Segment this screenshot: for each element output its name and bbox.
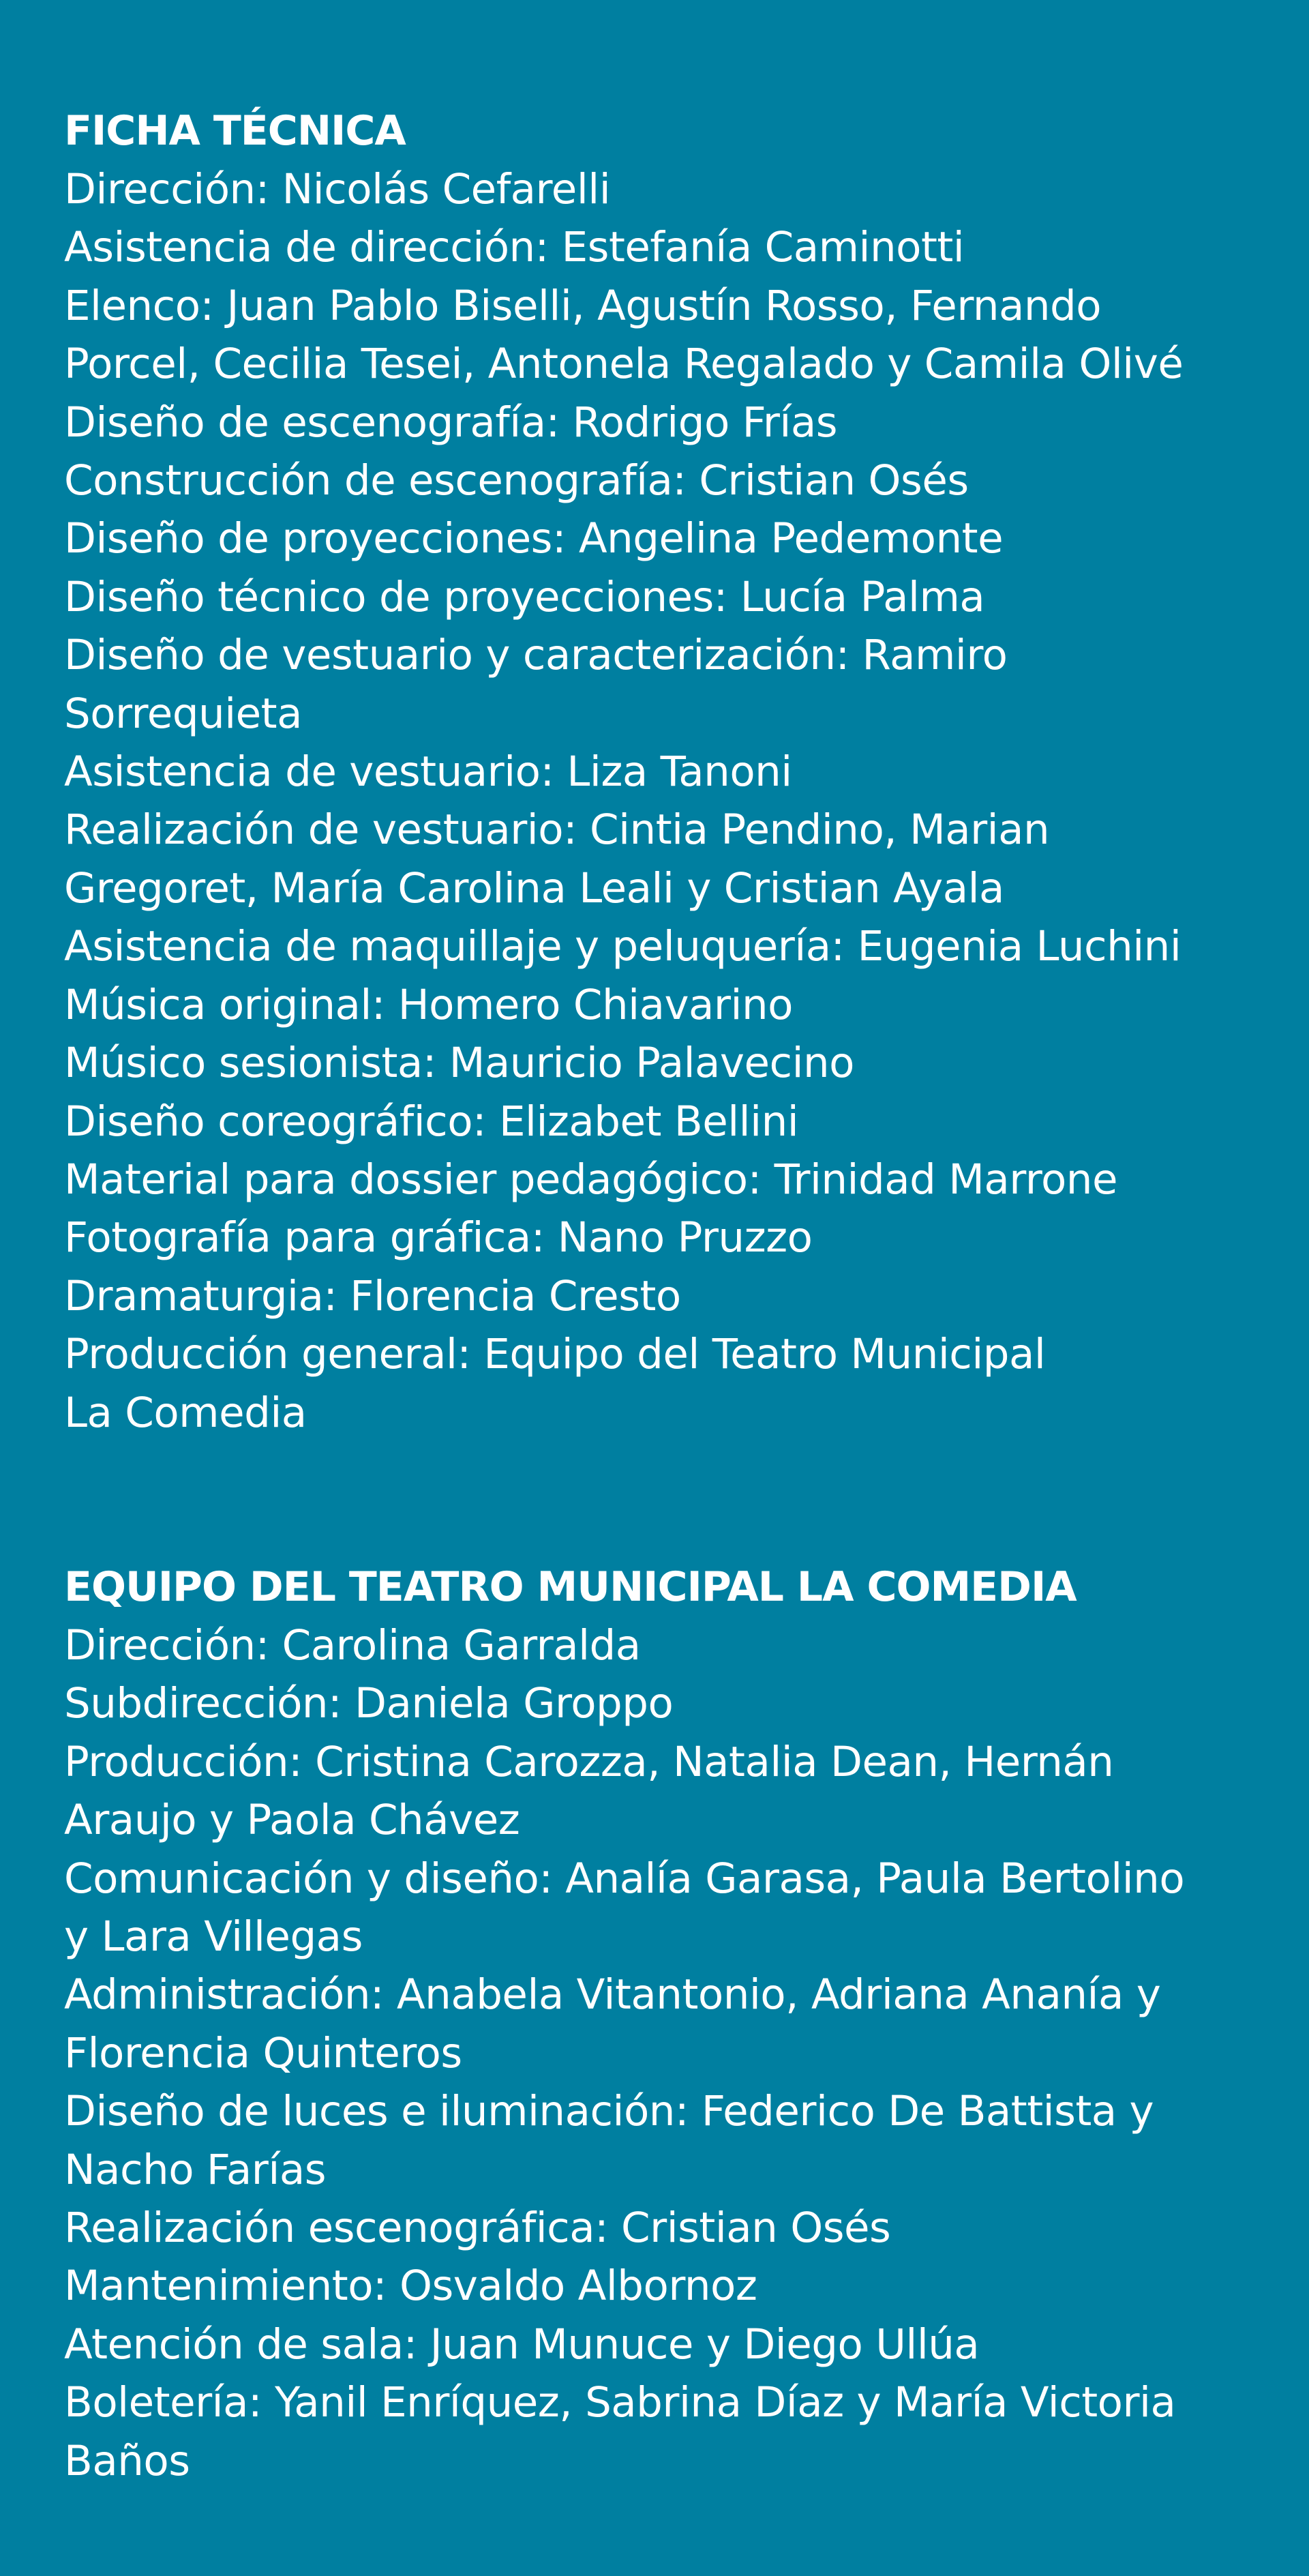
- credit-line: Gregoret, María Carolina Leali y Cristian Ayala: [64, 863, 1004, 913]
- credit-line: Diseño de luces e iluminación: Federico De Battista y: [64, 2087, 1154, 2136]
- credit-line: y Lara Villegas: [64, 1912, 363, 1961]
- credit-line: Sorrequieta: [64, 689, 302, 738]
- credit-line: Diseño técnico de proyecciones: Lucía Palma: [64, 572, 985, 621]
- credit-line: Construcción de escenografía: Cristian Osés: [64, 456, 969, 505]
- credit-line: Diseño de vestuario y caracterización: Ramiro: [64, 631, 1008, 680]
- credit-line: Producción general: Equipo del Teatro Municipal: [64, 1330, 1046, 1379]
- equipo-teatro-section: [64, 1558, 1245, 2490]
- credit-line: Material para dossier pedagógico: Trinidad Marrone: [64, 1155, 1117, 1204]
- credit-line: Dirección: Carolina Garralda: [64, 1620, 641, 1670]
- credit-line: Subdirección: Daniela Groppo: [64, 1679, 674, 1728]
- credit-line: Producción: Cristina Carozza, Natalia Dean, Hernán: [64, 1737, 1114, 1786]
- ficha-tecnica-section: [64, 102, 1245, 1442]
- credit-line: Porcel, Cecilia Tesei, Antonela Regalado y Camila Olivé: [64, 340, 1184, 389]
- credit-line: Boletería: Yanil Enríquez, Sabrina Díaz y María Victoria: [64, 2378, 1176, 2427]
- ficha-tecnica-title: FICHA TÉCNICA: [64, 107, 406, 155]
- credit-line: Diseño de escenografía: Rodrigo Frías: [64, 398, 838, 447]
- credit-line: Nacho Farías: [64, 2145, 326, 2194]
- credit-line: Administración: Anabela Vitantonio, Adriana Ananía y: [64, 1970, 1161, 2019]
- credit-line: Fotografía para gráfica: Nano Pruzzo: [64, 1213, 813, 1262]
- credit-line: Asistencia de vestuario: Liza Tanoni: [64, 747, 792, 797]
- credit-line: Dramaturgia: Florencia Cresto: [64, 1271, 681, 1320]
- credit-line: Asistencia de dirección: Estefanía Caminotti: [64, 223, 965, 272]
- credit-line: La Comedia: [64, 1388, 307, 1437]
- section-spacer: [64, 1442, 1245, 1558]
- credit-line: Diseño coreográfico: Elizabet Bellini: [64, 1097, 799, 1146]
- equipo-teatro-title: EQUIPO DEL TEATRO MUNICIPAL LA COMEDIA: [64, 1563, 1077, 1611]
- credit-line: Asistencia de maquillaje y peluquería: Eugenia Luchini: [64, 922, 1182, 971]
- credit-line: Araujo y Paola Chávez: [64, 1796, 520, 1845]
- credit-line: Mantenimiento: Osvaldo Albornoz: [64, 2262, 757, 2311]
- credit-line: Músico sesionista: Mauricio Palavecino: [64, 1039, 855, 1088]
- credit-line: Realización de vestuario: Cintia Pendino, Marian: [64, 805, 1050, 855]
- credit-line: Comunicación y diseño: Analía Garasa, Paula Bertolino: [64, 1854, 1185, 1903]
- credit-line: Realización escenográfica: Cristian Osés: [64, 2204, 891, 2252]
- credit-line: Elenco: Juan Pablo Biselli, Agustín Rosso, Fernando: [64, 281, 1102, 330]
- equipo-teatro-list: [64, 1616, 1245, 2490]
- credit-line: Dirección: Nicolás Cefarelli: [64, 165, 611, 213]
- ficha-tecnica-list: [64, 160, 1245, 1442]
- credit-line: Música original: Homero Chiavarino: [64, 980, 793, 1029]
- credit-line: Baños: [64, 2436, 190, 2485]
- credit-line: Diseño de proyecciones: Angelina Pedemonte: [64, 514, 1004, 563]
- credit-line: Florencia Quinteros: [64, 2028, 462, 2077]
- credit-line: Atención de sala: Juan Munuce y Diego Ullúa: [64, 2320, 980, 2369]
